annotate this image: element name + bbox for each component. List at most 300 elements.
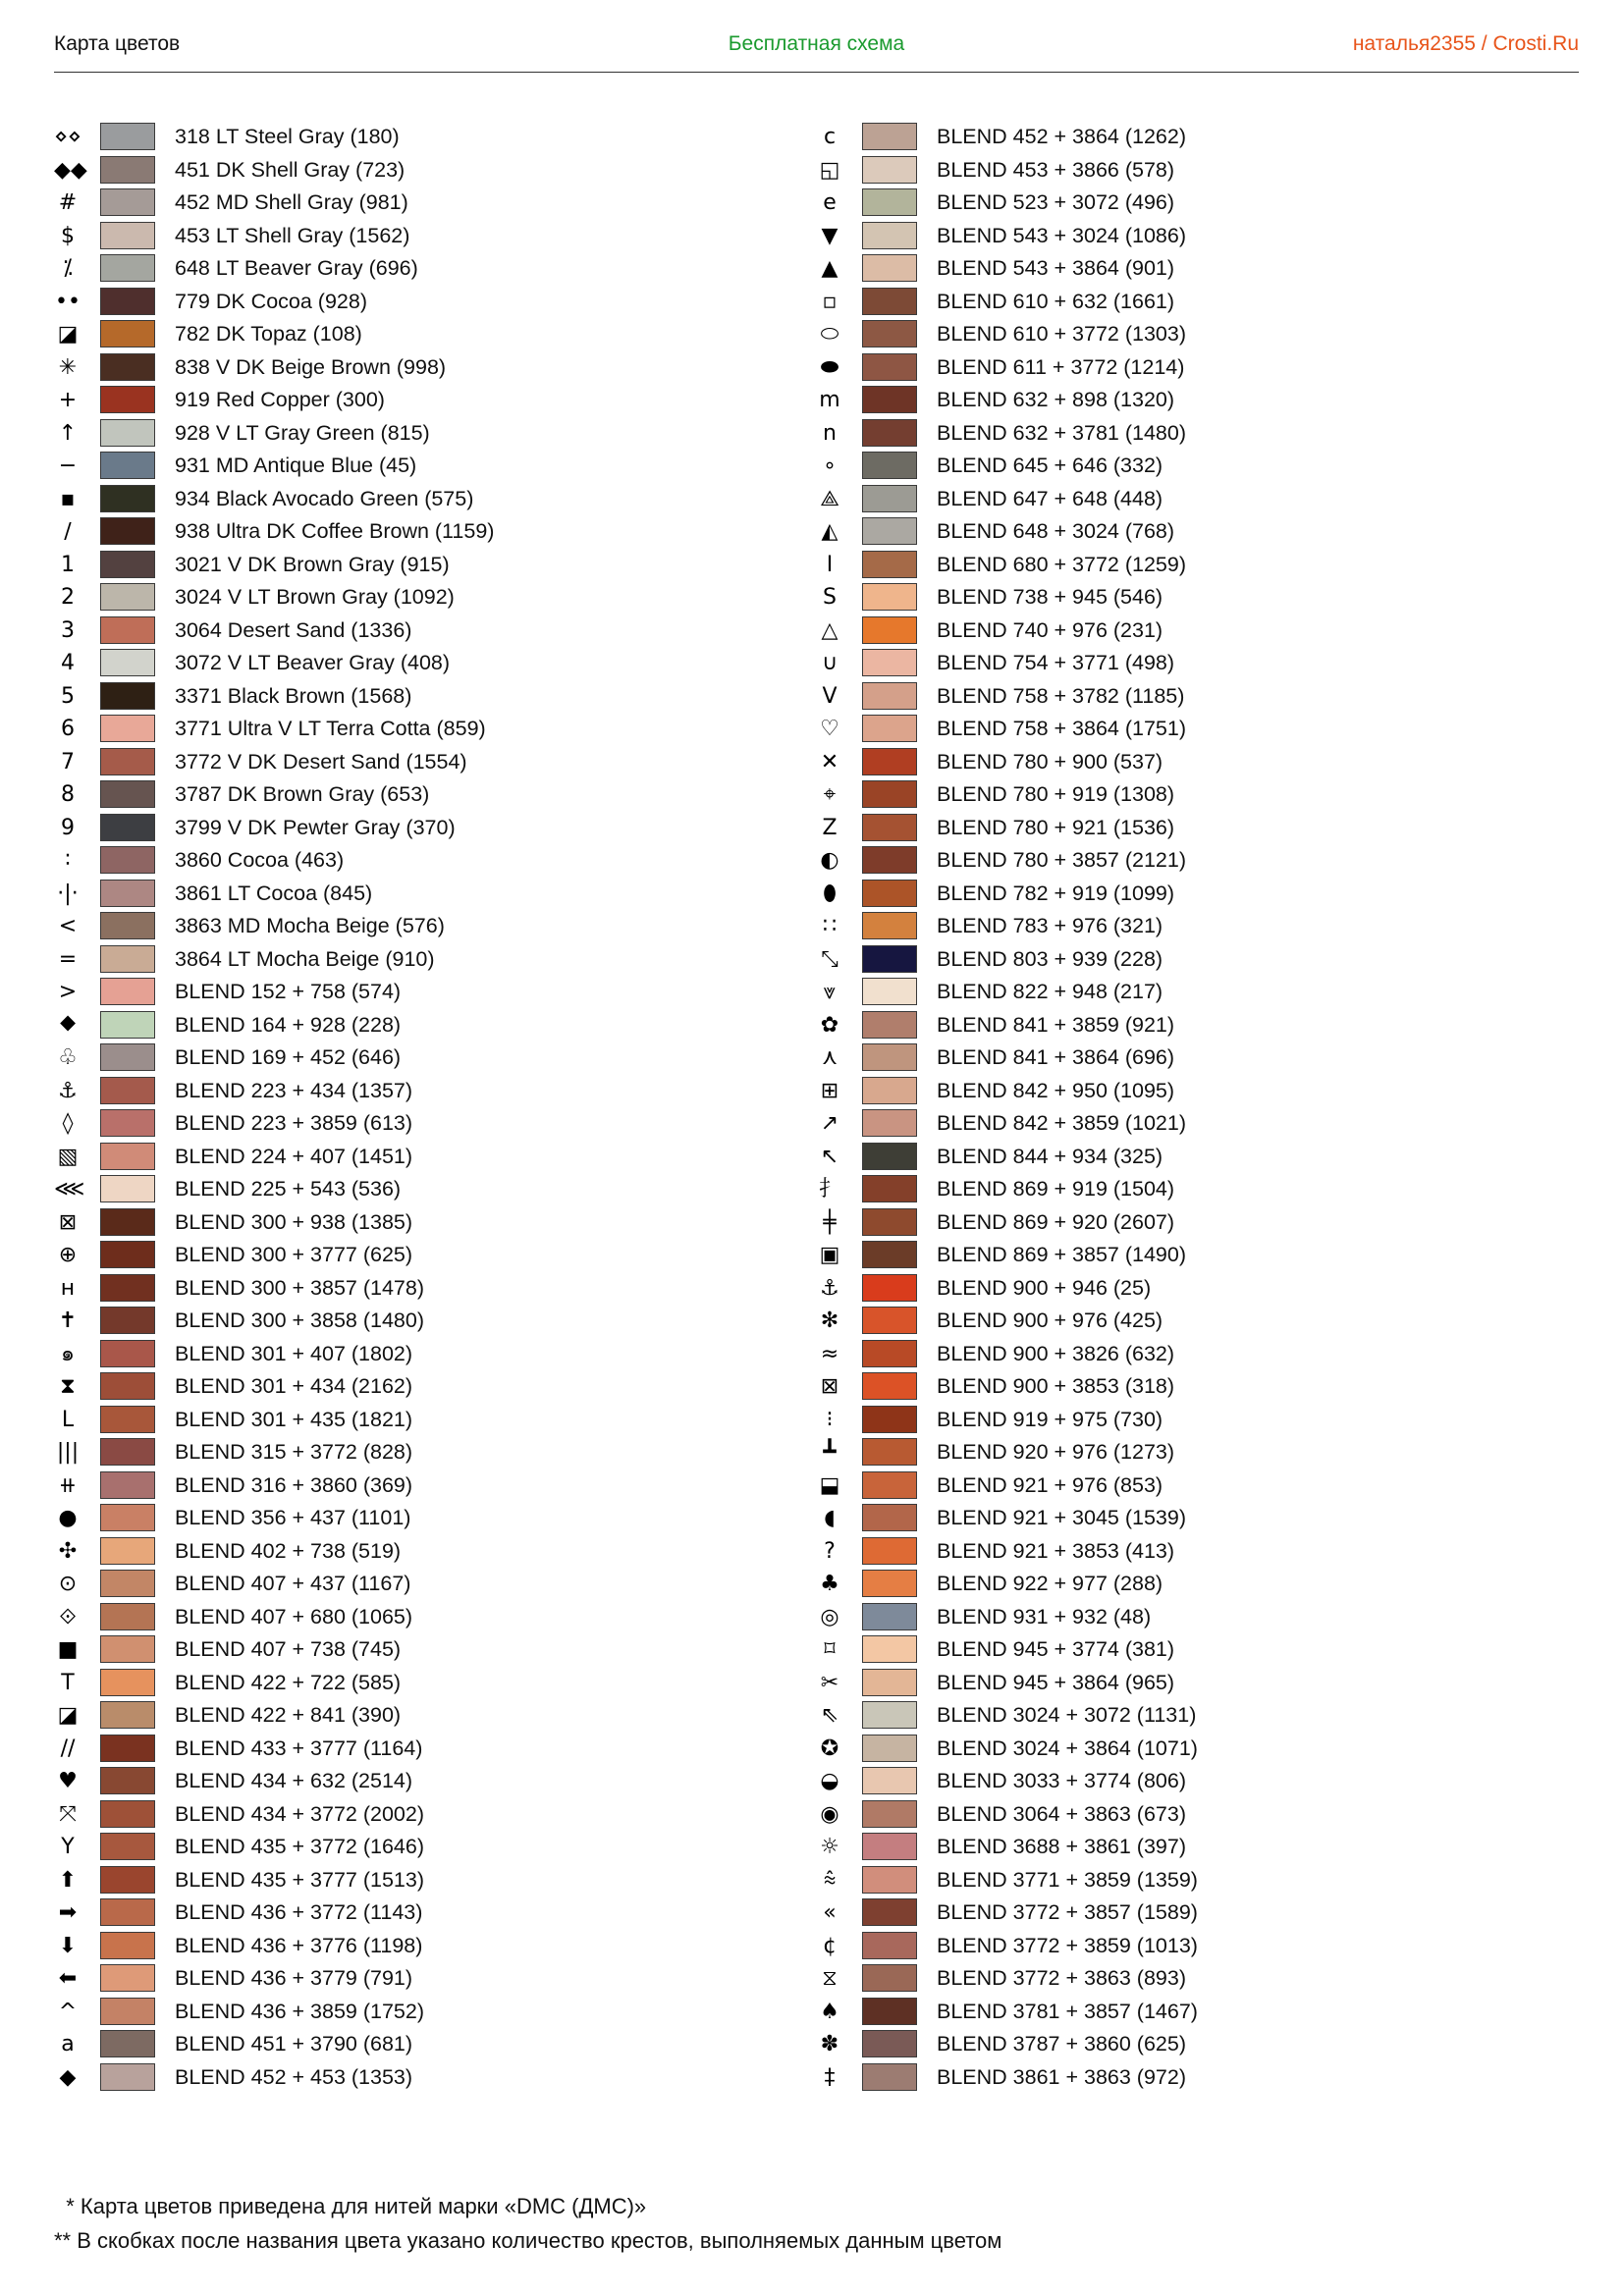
color-swatch bbox=[100, 1898, 155, 1926]
color-swatch bbox=[100, 1241, 155, 1268]
color-key-row bbox=[54, 2062, 761, 2096]
stitch-symbol-icon: Z bbox=[822, 815, 838, 840]
thread-label: 938 Ultra DK Coffee Brown (1159) bbox=[175, 519, 495, 543]
color-key-row bbox=[816, 1042, 1523, 1076]
thread-label: BLEND 680 + 3772 (1259) bbox=[937, 552, 1186, 576]
stitch-symbol-icon: ✳ bbox=[58, 354, 78, 380]
thread-label: BLEND 3771 + 3859 (1359) bbox=[937, 1867, 1198, 1892]
thread-label: BLEND 921 + 3853 (413) bbox=[937, 1538, 1175, 1563]
color-swatch bbox=[100, 1372, 155, 1400]
color-key-row bbox=[816, 1010, 1523, 1043]
color-key-row bbox=[816, 1240, 1523, 1273]
stitch-symbol-icon: > bbox=[58, 980, 78, 1004]
color-swatch bbox=[862, 353, 917, 381]
stitch-symbol-icon: ♠ bbox=[820, 1999, 839, 2024]
color-key-row bbox=[54, 582, 761, 615]
thread-label: BLEND 223 + 3859 (613) bbox=[175, 1111, 413, 1135]
thread-label: 648 LT Beaver Gray (696) bbox=[175, 256, 418, 280]
stitch-symbol-icon: 3 bbox=[61, 617, 75, 643]
color-swatch bbox=[100, 222, 155, 249]
color-key-row bbox=[816, 1832, 1523, 1865]
stitch-symbol-icon: 9 bbox=[61, 815, 75, 840]
stitch-symbol-icon: ● bbox=[58, 1506, 78, 1530]
color-key-row bbox=[54, 1437, 761, 1470]
color-swatch bbox=[862, 1767, 917, 1794]
stitch-symbol-icon: ⬇ bbox=[58, 1933, 78, 1958]
stitch-symbol-icon: ⧗ bbox=[60, 1374, 76, 1399]
thread-label: BLEND 407 + 738 (745) bbox=[175, 1637, 402, 1661]
color-key-row bbox=[54, 1963, 761, 1997]
color-swatch bbox=[100, 1175, 155, 1202]
color-swatch bbox=[862, 1603, 917, 1630]
thread-label: BLEND 436 + 3859 (1752) bbox=[175, 1999, 424, 2023]
color-swatch bbox=[862, 1898, 917, 1926]
thread-label: BLEND 300 + 3777 (625) bbox=[175, 1243, 413, 1266]
color-key-row bbox=[54, 451, 761, 484]
stitch-symbol-icon: ⊠ bbox=[820, 1374, 839, 1399]
thread-label: BLEND 402 + 738 (519) bbox=[175, 1538, 402, 1563]
color-key-row bbox=[816, 319, 1523, 352]
color-key-row bbox=[816, 648, 1523, 681]
color-swatch bbox=[862, 978, 917, 1005]
color-key-row bbox=[816, 1306, 1523, 1339]
thread-label: BLEND 758 + 3864 (1751) bbox=[937, 717, 1186, 740]
thread-label: BLEND 152 + 758 (574) bbox=[175, 980, 402, 1003]
color-key-row bbox=[54, 1569, 761, 1602]
color-key-row bbox=[54, 1536, 761, 1570]
stitch-symbol-icon: « bbox=[823, 1900, 837, 1925]
color-key-row bbox=[54, 484, 761, 517]
color-key-row bbox=[54, 418, 761, 452]
stitch-symbol-icon: ◎ bbox=[820, 1604, 839, 1629]
color-key-row bbox=[816, 187, 1523, 221]
color-key-row bbox=[54, 221, 761, 254]
stitch-symbol-icon: ||| bbox=[56, 1440, 80, 1465]
stitch-symbol-icon: ↗ bbox=[820, 1111, 839, 1136]
thread-label: BLEND 301 + 435 (1821) bbox=[175, 1407, 413, 1431]
color-swatch bbox=[100, 452, 155, 479]
stitch-symbol-icon: ╪ bbox=[823, 1209, 837, 1235]
color-swatch bbox=[100, 254, 155, 282]
thread-label: BLEND 922 + 977 (288) bbox=[937, 1572, 1163, 1595]
color-key-row bbox=[816, 1536, 1523, 1570]
thread-label: BLEND 356 + 437 (1101) bbox=[175, 1506, 411, 1529]
stitch-symbol-icon: ♧ bbox=[58, 1045, 78, 1070]
stitch-symbol-icon: ·|· bbox=[57, 881, 79, 906]
thread-label: BLEND 782 + 919 (1099) bbox=[937, 881, 1175, 905]
color-swatch bbox=[862, 156, 917, 184]
color-key-row bbox=[816, 385, 1523, 418]
header-author-link[interactable]: наталья2355 / Crosti.Ru bbox=[1352, 32, 1579, 55]
color-swatch bbox=[100, 1274, 155, 1302]
thread-label: BLEND 842 + 3859 (1021) bbox=[937, 1111, 1186, 1135]
color-swatch bbox=[100, 419, 155, 447]
color-key-row bbox=[54, 319, 761, 352]
color-key-row bbox=[816, 1602, 1523, 1635]
color-key-row bbox=[54, 944, 761, 978]
stitch-symbol-icon: ➡ bbox=[58, 1900, 78, 1925]
stitch-symbol-icon: ⊠ bbox=[58, 1209, 78, 1235]
color-key-row bbox=[54, 550, 761, 583]
stitch-symbol-icon: ♣ bbox=[820, 1572, 839, 1596]
thread-label: BLEND 844 + 934 (325) bbox=[937, 1144, 1163, 1168]
color-key-row bbox=[816, 879, 1523, 912]
color-swatch bbox=[862, 682, 917, 710]
color-swatch bbox=[862, 649, 917, 676]
stitch-symbol-icon: ▣ bbox=[819, 1243, 840, 1267]
color-key-row bbox=[54, 1700, 761, 1734]
thread-label: BLEND 780 + 921 (1536) bbox=[937, 815, 1175, 839]
stitch-symbol-icon: # bbox=[58, 190, 78, 215]
color-swatch bbox=[100, 188, 155, 216]
color-swatch bbox=[862, 1406, 917, 1433]
color-key-row bbox=[816, 253, 1523, 287]
color-swatch bbox=[100, 912, 155, 939]
color-swatch bbox=[100, 1406, 155, 1433]
color-swatch bbox=[862, 945, 917, 973]
color-key-row bbox=[816, 1931, 1523, 1964]
stitch-symbol-icon: + bbox=[58, 388, 78, 412]
color-swatch bbox=[862, 616, 917, 644]
color-swatch bbox=[862, 222, 917, 249]
color-swatch bbox=[100, 1077, 155, 1104]
thread-label: BLEND 610 + 3772 (1303) bbox=[937, 322, 1186, 346]
color-swatch bbox=[862, 1998, 917, 2025]
thread-label: 3072 V LT Beaver Gray (408) bbox=[175, 651, 451, 674]
thread-label: BLEND 900 + 3826 (632) bbox=[937, 1341, 1175, 1365]
stitch-symbol-icon: L bbox=[61, 1407, 75, 1432]
footnote-2: ** В скобках после названия цвета указано количество крестов, выполняемых данным цветом bbox=[54, 2228, 1002, 2253]
stitch-symbol-icon: ∕ bbox=[64, 519, 72, 544]
thread-label: BLEND 900 + 976 (425) bbox=[937, 1308, 1163, 1332]
stitch-symbol-icon: 8 bbox=[61, 782, 75, 807]
color-swatch bbox=[100, 551, 155, 578]
color-key-row bbox=[54, 287, 761, 320]
stitch-symbol-icon: ? bbox=[824, 1538, 836, 1564]
thread-label: BLEND 803 + 939 (228) bbox=[937, 946, 1163, 971]
color-swatch bbox=[862, 1833, 917, 1860]
color-swatch bbox=[100, 748, 155, 775]
stitch-symbol-icon: ⋘ bbox=[54, 1177, 85, 1201]
thread-label: BLEND 3781 + 3857 (1467) bbox=[937, 1999, 1198, 2023]
stitch-symbol-icon: = bbox=[58, 946, 78, 972]
stitch-symbol-icon: ∶ bbox=[65, 848, 71, 873]
color-swatch bbox=[100, 1635, 155, 1663]
thread-label: BLEND 841 + 3864 (696) bbox=[937, 1045, 1175, 1069]
color-key-row bbox=[816, 944, 1523, 978]
stitch-symbol-icon: 7 bbox=[61, 749, 75, 774]
thread-label: 3064 Desert Sand (1336) bbox=[175, 617, 412, 642]
stitch-symbol-icon: ✪ bbox=[820, 1735, 839, 1761]
thread-label: BLEND 435 + 3777 (1513) bbox=[175, 1867, 424, 1892]
stitch-symbol-icon: ⯁ bbox=[59, 1012, 77, 1038]
color-swatch bbox=[862, 1866, 917, 1894]
color-swatch bbox=[862, 1537, 917, 1565]
color-key-row bbox=[816, 1700, 1523, 1734]
thread-label: BLEND 3064 + 3863 (673) bbox=[937, 1801, 1186, 1826]
stitch-symbol-icon: ◪ bbox=[57, 322, 79, 347]
thread-label: BLEND 225 + 543 (536) bbox=[175, 1177, 402, 1201]
stitch-symbol-icon: ✕ bbox=[820, 749, 839, 774]
thread-label: BLEND 436 + 3772 (1143) bbox=[175, 1900, 423, 1924]
stitch-symbol-icon: e bbox=[823, 190, 837, 215]
color-swatch bbox=[100, 1504, 155, 1531]
thread-label: BLEND 919 + 975 (730) bbox=[937, 1407, 1163, 1431]
thread-label: BLEND 647 + 648 (448) bbox=[937, 486, 1163, 510]
color-key-row bbox=[54, 385, 761, 418]
thread-label: 3771 Ultra V LT Terra Cotta (859) bbox=[175, 717, 486, 740]
color-key-row bbox=[54, 352, 761, 386]
color-key-row bbox=[816, 352, 1523, 386]
color-swatch bbox=[862, 748, 917, 775]
thread-label: BLEND 945 + 3774 (381) bbox=[937, 1637, 1175, 1661]
color-key-row bbox=[816, 2062, 1523, 2096]
color-swatch bbox=[100, 2063, 155, 2091]
color-key-row bbox=[816, 1634, 1523, 1668]
thread-label: BLEND 300 + 3858 (1480) bbox=[175, 1308, 424, 1332]
stitch-symbol-icon: − bbox=[58, 454, 78, 478]
thread-label: BLEND 3787 + 3860 (625) bbox=[937, 2032, 1186, 2056]
color-key-row bbox=[54, 1470, 761, 1504]
stitch-symbol-icon: ⩯ bbox=[823, 1867, 837, 1893]
color-key-row bbox=[816, 451, 1523, 484]
color-key-row bbox=[816, 1405, 1523, 1438]
color-key-row bbox=[54, 122, 761, 155]
color-key-row bbox=[54, 977, 761, 1010]
thread-label: BLEND 780 + 3857 (2121) bbox=[937, 848, 1186, 872]
header-free-scheme: Бесплатная схема bbox=[728, 32, 905, 55]
color-swatch bbox=[100, 715, 155, 742]
color-key-row bbox=[816, 977, 1523, 1010]
thread-label: BLEND 869 + 920 (2607) bbox=[937, 1209, 1175, 1234]
stitch-symbol-icon: m bbox=[819, 388, 840, 412]
stitch-symbol-icon: ✽ bbox=[820, 2032, 839, 2056]
thread-label: BLEND 900 + 3853 (318) bbox=[937, 1374, 1175, 1398]
thread-label: BLEND 407 + 437 (1167) bbox=[175, 1572, 411, 1595]
color-key-row bbox=[54, 1602, 761, 1635]
color-swatch bbox=[100, 1866, 155, 1894]
color-swatch bbox=[862, 1372, 917, 1400]
color-swatch bbox=[862, 1077, 917, 1104]
color-swatch bbox=[862, 846, 917, 874]
color-swatch bbox=[862, 1932, 917, 1959]
stitch-symbol-icon: ⊞ bbox=[820, 1078, 839, 1103]
thread-label: BLEND 611 + 3772 (1214) bbox=[937, 354, 1185, 379]
color-swatch bbox=[862, 1011, 917, 1039]
stitch-symbol-icon: 4 bbox=[61, 651, 75, 675]
thread-label: BLEND 436 + 3776 (1198) bbox=[175, 1933, 423, 1957]
color-swatch bbox=[100, 1833, 155, 1860]
stitch-symbol-icon: ⧺ bbox=[58, 1472, 78, 1498]
thread-label: 3799 V DK Pewter Gray (370) bbox=[175, 815, 456, 839]
stitch-symbol-icon: ♥ bbox=[58, 1769, 78, 1793]
color-swatch bbox=[862, 1043, 917, 1071]
stitch-symbol-icon: ‡ bbox=[824, 2064, 836, 2090]
stitch-symbol-icon: ↖ bbox=[820, 1144, 839, 1169]
thread-label: 3024 V LT Brown Gray (1092) bbox=[175, 585, 455, 609]
color-swatch bbox=[100, 1735, 155, 1762]
color-swatch bbox=[100, 353, 155, 381]
color-key-row bbox=[816, 287, 1523, 320]
thread-label: 3772 V DK Desert Sand (1554) bbox=[175, 749, 467, 774]
thread-label: BLEND 921 + 976 (853) bbox=[937, 1472, 1163, 1497]
stitch-symbol-icon: ⬆ bbox=[58, 1867, 78, 1893]
color-swatch bbox=[862, 419, 917, 447]
stitch-symbol-icon: ⋄⋄ bbox=[54, 125, 81, 149]
color-swatch bbox=[100, 1701, 155, 1729]
stitch-symbol-icon: a bbox=[61, 2032, 75, 2056]
stitch-symbol-icon: ⤡ bbox=[821, 946, 839, 972]
color-key-row bbox=[816, 1371, 1523, 1405]
color-list-left bbox=[54, 122, 761, 2095]
color-key-row bbox=[816, 1503, 1523, 1536]
color-swatch bbox=[100, 1143, 155, 1170]
thread-label: BLEND 169 + 452 (646) bbox=[175, 1045, 402, 1069]
color-swatch bbox=[100, 1307, 155, 1334]
color-swatch bbox=[100, 1537, 155, 1565]
thread-label: BLEND 300 + 938 (1385) bbox=[175, 1209, 413, 1234]
stitch-symbol-icon: ◊ bbox=[62, 1111, 74, 1136]
color-swatch bbox=[100, 1669, 155, 1696]
footnote-1: * Карта цветов приведена для нитей марки «DMC (ДМС)» bbox=[54, 2194, 647, 2218]
color-swatch bbox=[862, 2030, 917, 2057]
color-swatch bbox=[862, 517, 917, 545]
stitch-symbol-icon: S bbox=[823, 585, 837, 610]
color-key-row bbox=[816, 516, 1523, 550]
color-key-row bbox=[54, 1734, 761, 1767]
thread-label: BLEND 3024 + 3072 (1131) bbox=[937, 1703, 1197, 1727]
stitch-symbol-icon: ⚓ bbox=[58, 1078, 78, 1103]
thread-label: BLEND 783 + 976 (321) bbox=[937, 914, 1163, 937]
color-key-row bbox=[54, 1306, 761, 1339]
stitch-symbol-icon: V bbox=[822, 683, 838, 709]
stitch-symbol-icon: ⤧ bbox=[59, 1801, 77, 1827]
color-swatch bbox=[100, 682, 155, 710]
color-key-row bbox=[816, 1076, 1523, 1109]
color-key-row bbox=[54, 253, 761, 287]
color-swatch bbox=[100, 649, 155, 676]
color-key-row bbox=[816, 779, 1523, 813]
stitch-symbol-icon: ⇖ bbox=[820, 1703, 839, 1728]
thread-label: BLEND 523 + 3072 (496) bbox=[937, 190, 1175, 214]
thread-label: 931 MD Antique Blue (45) bbox=[175, 454, 417, 477]
color-swatch bbox=[100, 288, 155, 315]
color-key-row bbox=[816, 1174, 1523, 1207]
color-swatch bbox=[100, 583, 155, 611]
color-key-row bbox=[54, 1897, 761, 1931]
color-swatch bbox=[100, 1932, 155, 1959]
thread-label: BLEND 315 + 3772 (828) bbox=[175, 1440, 413, 1464]
color-key-row bbox=[816, 484, 1523, 517]
color-swatch bbox=[862, 1274, 917, 1302]
color-swatch bbox=[100, 123, 155, 150]
thread-label: BLEND 543 + 3864 (901) bbox=[937, 256, 1175, 280]
color-key-row bbox=[816, 845, 1523, 879]
stitch-symbol-icon: 6 bbox=[61, 717, 75, 741]
color-key-row bbox=[816, 714, 1523, 747]
stitch-symbol-icon: ▪ bbox=[60, 486, 76, 511]
thread-label: BLEND 900 + 946 (25) bbox=[937, 1275, 1152, 1300]
color-key-row bbox=[816, 1142, 1523, 1175]
stitch-symbol-icon: 2 bbox=[61, 585, 75, 610]
color-swatch bbox=[862, 1109, 917, 1137]
color-swatch bbox=[862, 912, 917, 939]
thread-label: BLEND 780 + 900 (537) bbox=[937, 749, 1163, 774]
thread-label: BLEND 3772 + 3863 (893) bbox=[937, 1966, 1186, 1990]
stitch-symbol-icon: ◒ bbox=[820, 1769, 839, 1793]
color-swatch bbox=[862, 1208, 917, 1236]
color-key-row bbox=[54, 681, 761, 715]
color-key-row bbox=[54, 1339, 761, 1372]
color-key-row bbox=[54, 1997, 761, 2030]
stitch-symbol-icon: ⬬ bbox=[820, 354, 839, 380]
thread-label: 3860 Cocoa (463) bbox=[175, 848, 345, 872]
color-key-row bbox=[816, 1437, 1523, 1470]
page-header bbox=[54, 32, 1579, 72]
stitch-symbol-icon: ⊕ bbox=[58, 1243, 78, 1267]
color-swatch bbox=[862, 1635, 917, 1663]
stitch-symbol-icon: 5 bbox=[61, 683, 75, 709]
color-key-row bbox=[54, 714, 761, 747]
color-key-row bbox=[816, 1339, 1523, 1372]
thread-label: BLEND 434 + 3772 (2002) bbox=[175, 1801, 424, 1826]
thread-label: BLEND 301 + 407 (1802) bbox=[175, 1341, 413, 1365]
color-swatch bbox=[100, 1767, 155, 1794]
color-key-row bbox=[54, 1371, 761, 1405]
color-swatch bbox=[100, 1109, 155, 1137]
thread-label: BLEND 740 + 976 (231) bbox=[937, 617, 1163, 642]
thread-label: 3787 DK Brown Gray (653) bbox=[175, 782, 430, 806]
thread-label: BLEND 422 + 722 (585) bbox=[175, 1670, 402, 1694]
thread-label: BLEND 451 + 3790 (681) bbox=[175, 2032, 413, 2056]
thread-label: BLEND 3688 + 3861 (397) bbox=[937, 1835, 1186, 1858]
thread-label: BLEND 316 + 3860 (369) bbox=[175, 1472, 413, 1497]
color-key-row bbox=[816, 1668, 1523, 1701]
color-swatch bbox=[100, 1998, 155, 2025]
color-swatch bbox=[100, 814, 155, 841]
color-swatch bbox=[100, 846, 155, 874]
stitch-symbol-icon: ┻ bbox=[823, 1440, 837, 1465]
color-swatch bbox=[862, 1175, 917, 1202]
color-swatch bbox=[100, 1964, 155, 1992]
stitch-symbol-icon: ◆◆ bbox=[54, 157, 87, 183]
color-swatch bbox=[862, 2063, 917, 2091]
stitch-symbol-icon: ◭ bbox=[821, 519, 839, 544]
thread-label: 3371 Black Brown (1568) bbox=[175, 683, 412, 708]
color-key-row bbox=[54, 516, 761, 550]
thread-label: 3861 LT Cocoa (845) bbox=[175, 881, 373, 905]
color-swatch bbox=[100, 780, 155, 808]
thread-label: BLEND 3772 + 3857 (1589) bbox=[937, 1900, 1198, 1924]
stitch-symbol-icon: ✿ bbox=[820, 1012, 839, 1038]
color-key-row bbox=[816, 1963, 1523, 1997]
stitch-symbol-icon: ▧ bbox=[57, 1144, 79, 1169]
stitch-symbol-icon: ⧖ bbox=[822, 1966, 838, 1991]
color-key-row bbox=[54, 1832, 761, 1865]
thread-label: BLEND 822 + 948 (217) bbox=[937, 980, 1163, 1003]
thread-label: BLEND 632 + 3781 (1480) bbox=[937, 420, 1186, 445]
stitch-symbol-icon: ⬭ bbox=[820, 322, 839, 347]
color-key-row bbox=[816, 747, 1523, 780]
color-key-row bbox=[54, 879, 761, 912]
color-swatch bbox=[862, 715, 917, 742]
thread-label: BLEND 434 + 632 (2514) bbox=[175, 1769, 413, 1792]
stitch-symbol-icon: ๑ bbox=[61, 1341, 75, 1366]
thread-label: BLEND 3024 + 3864 (1071) bbox=[937, 1735, 1198, 1760]
stitch-symbol-icon: ✻ bbox=[820, 1308, 839, 1333]
color-key-row bbox=[54, 1273, 761, 1307]
stitch-symbol-icon: ◪ bbox=[57, 1703, 79, 1728]
